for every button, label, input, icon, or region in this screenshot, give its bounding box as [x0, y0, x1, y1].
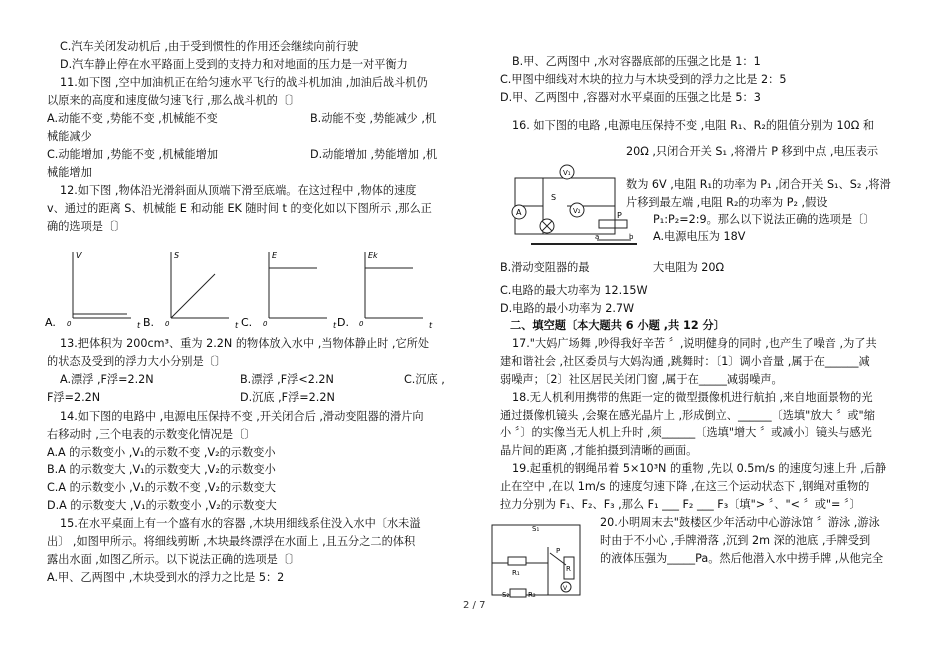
- option: 大电阻为 20Ω: [653, 261, 725, 274]
- option: C.甲图中细线对木块的拉力与木块受到的浮力之比是 2：5: [500, 73, 787, 86]
- question-20: 20.小明周末去"鼓楼区少年活动中心游泳馆 〞游泳 ,游泳: [600, 516, 880, 529]
- question-15: 15.在水平桌面上有一个盛有水的容器 ,木块用细线系住没入水中〔水未溢: [60, 517, 421, 530]
- question-19: 19.起重机的钢绳吊着 5×10³N 的重物 ,先以 0.5m/s 的速度匀速上升 ,后静: [512, 462, 887, 475]
- text-line: C.汽车关闭发动机后 ,由于受到惯性的作用还会继续向前行驶: [60, 40, 359, 53]
- option: B.动能不变 ,势能减少 ,机: [310, 112, 437, 125]
- option: 械能增加: [47, 166, 92, 179]
- option: B.A 的示数变大 ,V₁的示数变大 ,V₂的示数变小: [47, 463, 276, 476]
- text-line: 数为 6V ,电阻 R₁的功率为 P₁ ,闭合开关 S₁、S₂ ,将滑: [626, 178, 891, 191]
- text-line: 露出水面 ,如图乙所示。以下说法正确的选项是〔〕: [47, 553, 301, 566]
- circuit-diagram-20: [488, 517, 588, 599]
- option: A.漂浮 ,F浮=2.2N: [60, 373, 154, 386]
- graph-option-label: C.: [241, 316, 253, 329]
- option: A.电源电压为 18V: [653, 230, 746, 243]
- option: F浮=2.2N: [47, 391, 101, 404]
- text-line: 建和谐社会 ,社区委员与大妈沟通 ,跳舞时：〔1〕调小音量 ,属于在______减: [500, 355, 870, 368]
- graph-t-label: t: [429, 321, 433, 330]
- graph-origin-label: 0: [359, 320, 364, 328]
- question-11: 11.如下图 ,空中加油机正在给匀速水平飞行的战斗机加油 ,加油后战斗机仍: [60, 76, 428, 89]
- text-line: 出〕 ,如图甲所示。将细线剪断 ,木块最终漂浮在水面上 ,且五分之二的体积: [47, 535, 416, 548]
- resistor-r2-label: R₂: [528, 591, 536, 599]
- text-line: P₁:P₂=2:9。那么以下说法正确的选项是〔〕: [653, 213, 875, 226]
- rheostat-label: R: [566, 565, 571, 573]
- text-line: 通过摄像机镜头 ,会聚在感光晶片上 ,形成倒立、______〔选填"放大 〞或"缩: [500, 409, 875, 422]
- switch-s1-label: S₁: [532, 525, 540, 533]
- voltmeter-v2-label: V₂: [573, 207, 581, 215]
- question-12: 12.如下图 ,物体沿光滑斜面从顶端下滑至底端。在这过程中 ,物体的速度: [60, 184, 417, 197]
- option: D.动能增加 ,势能增加 ,机: [310, 148, 438, 161]
- circuit-diagram-16: [507, 160, 642, 250]
- voltmeter-v1-label: V₁: [563, 169, 571, 177]
- text-line: 拉力分别为 F₁、F₂、F₃ ,那么 F₁ ___ F₂ ___ F₃〔填"> 〞、"< 〞或"= 〞〕: [500, 498, 861, 511]
- end-b-label: b: [629, 233, 634, 241]
- graph-option-label: A.: [45, 316, 56, 329]
- graph-y-label: V: [76, 251, 82, 260]
- graph-origin-label: 0: [263, 320, 268, 328]
- graph-t-label: t: [235, 321, 239, 330]
- text-line: 小 〞〕的实像当无人机上升时 ,须______〔选填"增大 〞或减小〕镜头与感光: [500, 426, 872, 439]
- slider-p-label: P: [556, 547, 561, 555]
- text-line: 20Ω ,只闭合开关 S₁ ,将滑片 P 移到中点 ,电压表示: [626, 145, 879, 158]
- graph-y-label: Ek: [368, 251, 378, 260]
- graph-y-label: S: [174, 251, 180, 260]
- graph-option-label: B.: [143, 316, 155, 329]
- graph-origin-label: 0: [165, 320, 170, 328]
- page-number: 2 / 7: [463, 600, 486, 611]
- slider-label: P: [617, 211, 622, 220]
- switch-s2-label: S₂: [502, 591, 510, 599]
- option: D.甲、乙两图中 ,容器对水平桌面的压强之比是 5：3: [500, 91, 761, 104]
- option: C.动能增加 ,势能不变 ,机械能增加: [47, 148, 219, 161]
- question-17: 17."大妈广场舞 ,吵得我好辛苦 〞,说明健身的同时 ,也产生了噪音 ,为了共: [512, 337, 877, 350]
- option: C.沉底 ,: [404, 373, 445, 386]
- option: D.电路的最小功率为 2.7W: [500, 302, 635, 315]
- graph-t-label: t: [137, 321, 141, 330]
- section-heading: 二、填空题〔本大题共 6 小题 ,共 12 分〕: [510, 319, 725, 332]
- text-line: 止在空中 ,在以 1m/s 的速度匀速下降 ,在这三个运动状态下 ,钢绳对重物的: [500, 480, 870, 493]
- question-16: 16. 如下图的电路 ,电源电压保持不变 ,电阻 R₁、R₂的阻值分别为 10Ω 和: [512, 119, 875, 132]
- motion-graphs: [45, 248, 465, 330]
- ammeter-label: A: [516, 208, 522, 217]
- text-line: 晶片间的距离 ,才能拍摄到清晰的画面。: [500, 444, 698, 457]
- question-13: 13.把体积为 200cm³、重为 2.2N 的物体放入水中 ,当物体静止时 ,它所处: [60, 337, 430, 350]
- text-line: 时由于不小心 ,手牌滑落 ,沉到 2m 深的池底 ,手牌受到: [600, 534, 871, 547]
- option: C.A 的示数变小 ,V₁的示数不变 ,V₂的示数变大: [47, 481, 276, 494]
- graph-origin-label: 0: [67, 320, 72, 328]
- text-line: 的状态及受到的浮力大小分别是〔〕: [47, 355, 227, 368]
- option: A.甲、乙两图中 ,木块受到水的浮力之比是 5：2: [47, 571, 285, 584]
- option: A.A 的示数变小 ,V₁的示数不变 ,V₂的示数变小: [47, 446, 276, 459]
- question-18: 18.无人机利用携带的焦距一定的微型摄像机进行航拍 ,来自地面景物的光: [512, 391, 873, 404]
- option: 械能减少: [47, 130, 92, 143]
- voltmeter-label: V: [563, 585, 568, 592]
- graph-curve: [171, 274, 215, 318]
- graph-option-label: D.: [337, 316, 349, 329]
- graph-y-label: E: [272, 251, 278, 260]
- text-line: v、通过的距离 S、机械能 E 和动能 EK 随时间 t 的变化如以下图所示 ,那么正: [47, 202, 432, 215]
- option: C.电路的最大功率为 12.15W: [500, 284, 648, 297]
- text-line: D.汽车静止停在水平路面上受到的支持力和对地面的压力是一对平衡力: [60, 58, 408, 71]
- option: B.漂浮 ,F浮<2.2N: [240, 373, 334, 386]
- text-line: 的液体压强为_____Pa。然后他潜入水中捞手牌 ,从他完全: [600, 552, 884, 565]
- text-line: 弱噪声；〔2〕社区居民关闭门窗 ,属于在_____减弱噪声。: [500, 373, 783, 386]
- option: B.滑动变阻器的最: [500, 261, 590, 274]
- question-14: 14.如下图的电路中 ,电源电压保持不变 ,开关闭合后 ,滑动变阻器的滑片向: [60, 410, 424, 423]
- end-a-label: a: [595, 233, 600, 241]
- switch-label: S: [551, 193, 557, 202]
- option: A.动能不变 ,势能不变 ,机械能不变: [47, 112, 218, 125]
- option: B.甲、乙两图中 ,水对容器底部的压强之比是 1：1: [512, 55, 761, 68]
- text-line: 右移动时 ,三个电表的示数变化情况是〔〕: [47, 428, 256, 441]
- text-line: 确的选项是〔〕: [47, 220, 126, 233]
- graph-t-label: t: [333, 321, 337, 330]
- option: D.沉底 ,F浮=2.2N: [240, 391, 335, 404]
- text-line: 片移到最左端 ,电阻 R₂的功率为 P₂ ,假设: [626, 196, 828, 209]
- resistor-r1-label: R₁: [512, 569, 520, 577]
- text-line: 以原来的高度和速度做匀速飞行 ,那么战斗机的〔〕: [47, 94, 301, 107]
- option: D.A 的示数变大 ,V₁的示数变小 ,V₂的示数变大: [47, 499, 277, 512]
